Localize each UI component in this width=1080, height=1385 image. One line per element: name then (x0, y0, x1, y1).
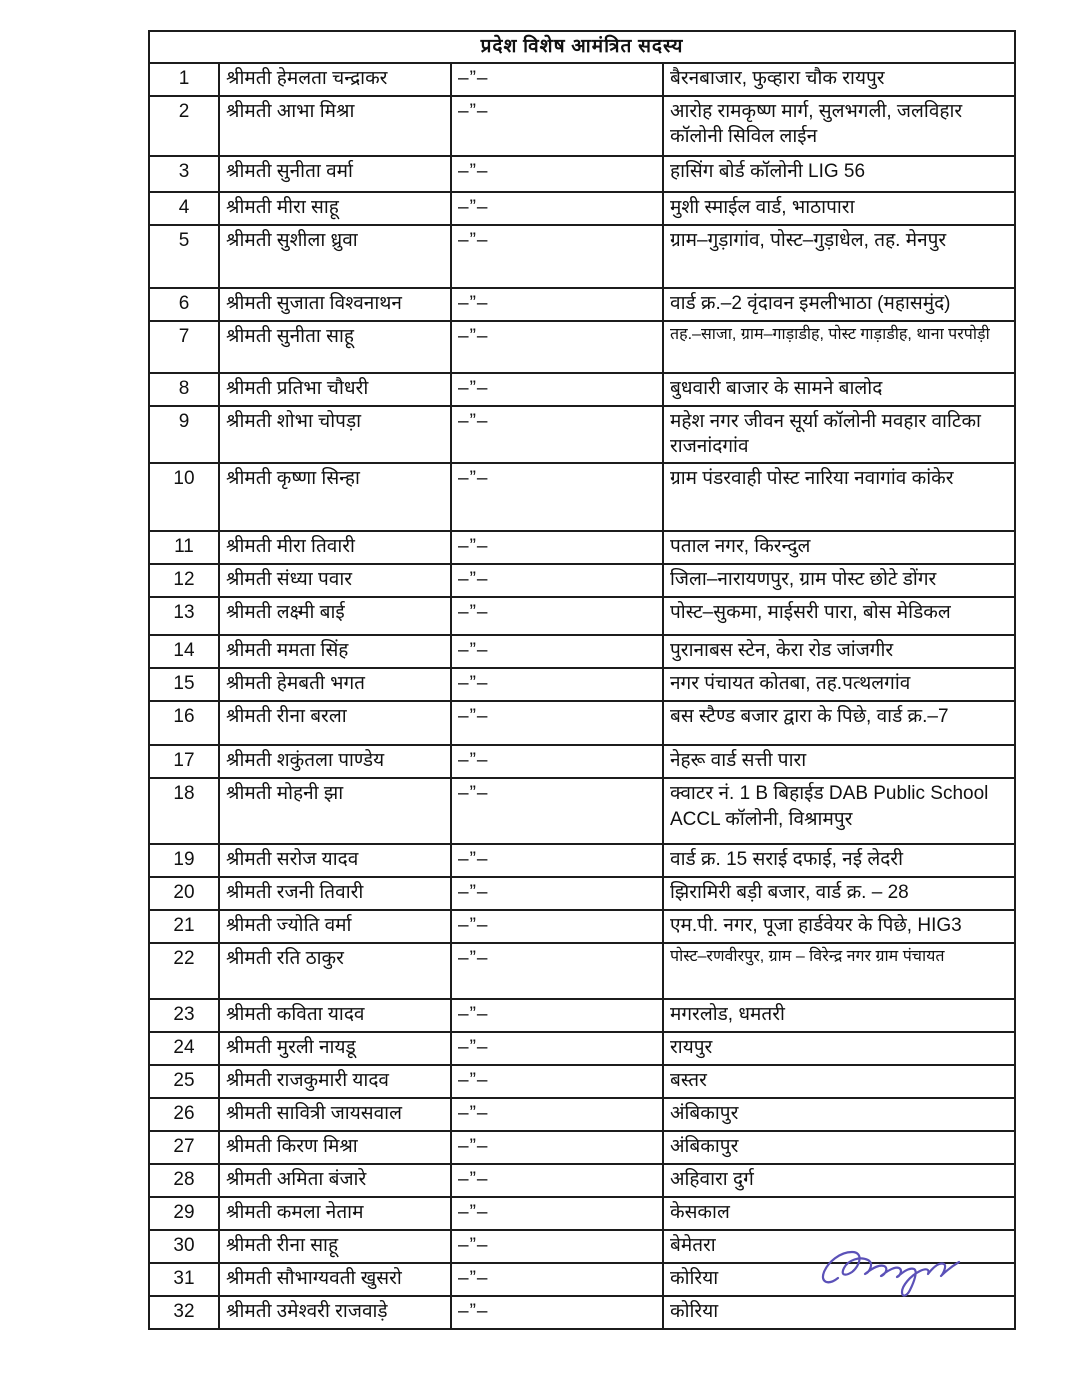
member-name: श्रीमती लक्ष्मी बाई (219, 597, 451, 635)
ditto-mark: –”– (451, 1032, 663, 1065)
member-address: आरोह रामकृष्ण मार्ग, सुलभगली, जलविहार कॉलोनी सिविल लाईन (663, 96, 1015, 156)
member-address: कोरिया (663, 1296, 1015, 1329)
member-name: श्रीमती किरण मिश्रा (219, 1131, 451, 1164)
member-address: पुरानाबस स्टेन, केरा रोड जांजगीर (663, 635, 1015, 668)
signature (810, 1238, 1010, 1308)
member-name: श्रीमती सुजाता विश्वनाथन (219, 288, 451, 321)
row-number: 12 (149, 564, 219, 597)
table-row (149, 1065, 1015, 1098)
ditto-mark: –”– (451, 463, 663, 531)
table-row (149, 943, 1015, 999)
member-address: वार्ड क्र.–2 वृंदावन इमलीभाठा (महासमुंद) (663, 288, 1015, 321)
table-row (149, 1164, 1015, 1197)
row-number: 27 (149, 1131, 219, 1164)
row-number: 21 (149, 910, 219, 943)
member-name: श्रीमती ममता सिंह (219, 635, 451, 668)
row-number: 6 (149, 288, 219, 321)
member-address: महेश नगर जीवन सूर्या कॉलोनी मवहार वाटिका राजनांदगांव (663, 406, 1015, 463)
row-number: 15 (149, 668, 219, 701)
member-address: बस्तर (663, 1065, 1015, 1098)
members-table (148, 30, 1016, 1330)
member-name: श्रीमती सरोज यादव (219, 844, 451, 877)
title-row (149, 31, 1015, 63)
ditto-mark: –”– (451, 192, 663, 225)
member-address: हासिंग बोर्ड कॉलोनी LIG 56 (663, 156, 1015, 192)
member-name: श्रीमती मीरा तिवारी (219, 531, 451, 564)
row-number: 4 (149, 192, 219, 225)
table-row (149, 1032, 1015, 1065)
row-number: 3 (149, 156, 219, 192)
table-row (149, 463, 1015, 531)
member-address: मगरलोड, धमतरी (663, 999, 1015, 1032)
member-address: पोस्ट–रणवीरपुर, ग्राम – विरेन्द्र नगर ग्राम पंचायत (663, 943, 1015, 999)
ditto-mark: –”– (451, 373, 663, 406)
ditto-mark: –”– (451, 96, 663, 156)
ditto-mark: –”– (451, 1263, 663, 1296)
ditto-mark: –”– (451, 844, 663, 877)
table-row (149, 564, 1015, 597)
ditto-mark: –”– (451, 1065, 663, 1098)
member-name: श्रीमती उमेश्वरी राजवाड़े (219, 1296, 451, 1329)
row-number: 5 (149, 225, 219, 288)
member-name: श्रीमती कविता यादव (219, 999, 451, 1032)
member-address: मुशी स्माईल वार्ड, भाठापारा (663, 192, 1015, 225)
row-number: 25 (149, 1065, 219, 1098)
table-row (149, 844, 1015, 877)
member-name: श्रीमती आभा मिश्रा (219, 96, 451, 156)
ditto-mark: –”– (451, 745, 663, 778)
member-name: श्रीमती रति ठाकुर (219, 943, 451, 999)
ditto-mark: –”– (451, 877, 663, 910)
table-row (149, 877, 1015, 910)
table-row (149, 1197, 1015, 1230)
member-address: अंबिकापुर (663, 1131, 1015, 1164)
member-address: क्वाटर नं. 1 B बिहाईड DAB Public School ACCL कॉलोनी, विश्रामपुर (663, 778, 1015, 844)
row-number: 8 (149, 373, 219, 406)
ditto-mark: –”– (451, 63, 663, 96)
ditto-mark: –”– (451, 1131, 663, 1164)
member-name: श्रीमती सावित्री जायसवाल (219, 1098, 451, 1131)
member-name: श्रीमती हेमलता चन्द्राकर (219, 63, 451, 96)
table-row (149, 63, 1015, 96)
table-row (149, 701, 1015, 745)
member-name: श्रीमती मीरा साहू (219, 192, 451, 225)
member-address: बैरनबाजार, फुव्हारा चौक रायपुर (663, 63, 1015, 96)
member-name: श्रीमती मोहनी झा (219, 778, 451, 844)
ditto-mark: –”– (451, 531, 663, 564)
table-row (149, 225, 1015, 288)
member-address: अंबिकापुर (663, 1098, 1015, 1131)
member-name: श्रीमती शोभा चोपड़ा (219, 406, 451, 463)
row-number: 13 (149, 597, 219, 635)
table-row (149, 745, 1015, 778)
ditto-mark: –”– (451, 1098, 663, 1131)
ditto-mark: –”– (451, 778, 663, 844)
row-number: 29 (149, 1197, 219, 1230)
row-number: 16 (149, 701, 219, 745)
member-address: ग्राम पंडरवाही पोस्ट नारिया नवागांव कांकेर (663, 463, 1015, 531)
member-address: कोरिया (663, 1263, 1015, 1296)
table-row (149, 321, 1015, 373)
table-row (149, 288, 1015, 321)
member-address: पताल नगर, किरन्दुल (663, 531, 1015, 564)
member-name: श्रीमती सौभाग्यवती खुसरो (219, 1263, 451, 1296)
member-name: श्रीमती सुनीता वर्मा (219, 156, 451, 192)
ditto-mark: –”– (451, 1197, 663, 1230)
member-name: श्रीमती ज्योति वर्मा (219, 910, 451, 943)
member-address: केसकाल (663, 1197, 1015, 1230)
table-row (149, 531, 1015, 564)
row-number: 7 (149, 321, 219, 373)
ditto-mark: –”– (451, 668, 663, 701)
row-number: 11 (149, 531, 219, 564)
row-number: 9 (149, 406, 219, 463)
table-row (149, 406, 1015, 463)
member-name: श्रीमती कमला नेताम (219, 1197, 451, 1230)
member-name: श्रीमती राजकुमारी यादव (219, 1065, 451, 1098)
ditto-mark: –”– (451, 910, 663, 943)
row-number: 14 (149, 635, 219, 668)
ditto-mark: –”– (451, 225, 663, 288)
signature-icon (810, 1238, 1010, 1308)
member-address: नगर पंचायत कोतबा, तह.पत्थलगांव (663, 668, 1015, 701)
row-number: 17 (149, 745, 219, 778)
ditto-mark: –”– (451, 1164, 663, 1197)
row-number: 2 (149, 96, 219, 156)
row-number: 26 (149, 1098, 219, 1131)
member-address: नेहरू वार्ड सत्ती पारा (663, 745, 1015, 778)
ditto-mark: –”– (451, 597, 663, 635)
member-address: बेमेतरा (663, 1230, 1015, 1263)
table-row (149, 1098, 1015, 1131)
member-name: श्रीमती अमिता बंजारे (219, 1164, 451, 1197)
row-number: 31 (149, 1263, 219, 1296)
row-number: 18 (149, 778, 219, 844)
row-number: 23 (149, 999, 219, 1032)
member-name: श्रीमती संध्या पवार (219, 564, 451, 597)
ditto-mark: –”– (451, 288, 663, 321)
ditto-mark: –”– (451, 1230, 663, 1263)
member-address: बुधवारी बाजार के सामने बालोद (663, 373, 1015, 406)
table-row (149, 96, 1015, 156)
member-address: जिला–नारायणपुर, ग्राम पोस्ट छोटे डोंगर (663, 564, 1015, 597)
row-number: 19 (149, 844, 219, 877)
member-address: रायपुर (663, 1032, 1015, 1065)
row-number: 32 (149, 1296, 219, 1329)
member-address: अहिवारा दुर्ग (663, 1164, 1015, 1197)
ditto-mark: –”– (451, 701, 663, 745)
table-row (149, 1131, 1015, 1164)
member-name: श्रीमती रजनी तिवारी (219, 877, 451, 910)
row-number: 1 (149, 63, 219, 96)
ditto-mark: –”– (451, 156, 663, 192)
member-name: श्रीमती रीना बरला (219, 701, 451, 745)
member-name: श्रीमती शकुंतला पाण्डेय (219, 745, 451, 778)
table-row (149, 597, 1015, 635)
members-table-body (149, 63, 1015, 1329)
table-row (149, 192, 1015, 225)
member-address: बस स्टैण्ड बजार द्वारा के पिछे, वार्ड क्र.–7 (663, 701, 1015, 745)
member-name: श्रीमती रीना साहू (219, 1230, 451, 1263)
member-address: वार्ड क्र. 15 सराई दफाई, नई लेदरी (663, 844, 1015, 877)
row-number: 10 (149, 463, 219, 531)
ditto-mark: –”– (451, 1296, 663, 1329)
row-number: 30 (149, 1230, 219, 1263)
ditto-mark: –”– (451, 564, 663, 597)
row-number: 24 (149, 1032, 219, 1065)
row-number: 22 (149, 943, 219, 999)
member-name: श्रीमती हेमबती भगत (219, 668, 451, 701)
member-name: श्रीमती मुरली नायडू (219, 1032, 451, 1065)
table-row (149, 635, 1015, 668)
row-number: 28 (149, 1164, 219, 1197)
table-row (149, 778, 1015, 844)
member-address: तह.–साजा, ग्राम–गाड़ाडीह, पोस्ट गाड़ाडीह, थाना परपोड़ी (663, 321, 1015, 373)
ditto-mark: –”– (451, 321, 663, 373)
page-title: प्रदेश विशेष आमंत्रित सदस्य (149, 31, 1015, 63)
member-name: श्रीमती सुशीला ध्रुवा (219, 225, 451, 288)
member-address: ग्राम–गुड़ागांव, पोस्ट–गुड़ाधेल, तह. मेनपुर (663, 225, 1015, 288)
row-number: 20 (149, 877, 219, 910)
member-name: श्रीमती सुनीता साहू (219, 321, 451, 373)
member-address: एम.पी. नगर, पूजा हार्डवेयर के पिछे, HIG3 (663, 910, 1015, 943)
member-address: झिरामिरी बड़ी बजार, वार्ड क्र. – 28 (663, 877, 1015, 910)
member-address: पोस्ट–सुकमा, माईसरी पारा, बोस मेडिकल (663, 597, 1015, 635)
table-row (149, 668, 1015, 701)
table-row (149, 373, 1015, 406)
ditto-mark: –”– (451, 406, 663, 463)
ditto-mark: –”– (451, 999, 663, 1032)
table-row (149, 156, 1015, 192)
ditto-mark: –”– (451, 943, 663, 999)
table-row (149, 910, 1015, 943)
member-name: श्रीमती कृष्णा सिन्हा (219, 463, 451, 531)
member-name: श्रीमती प्रतिभा चौधरी (219, 373, 451, 406)
ditto-mark: –”– (451, 635, 663, 668)
table-row (149, 999, 1015, 1032)
